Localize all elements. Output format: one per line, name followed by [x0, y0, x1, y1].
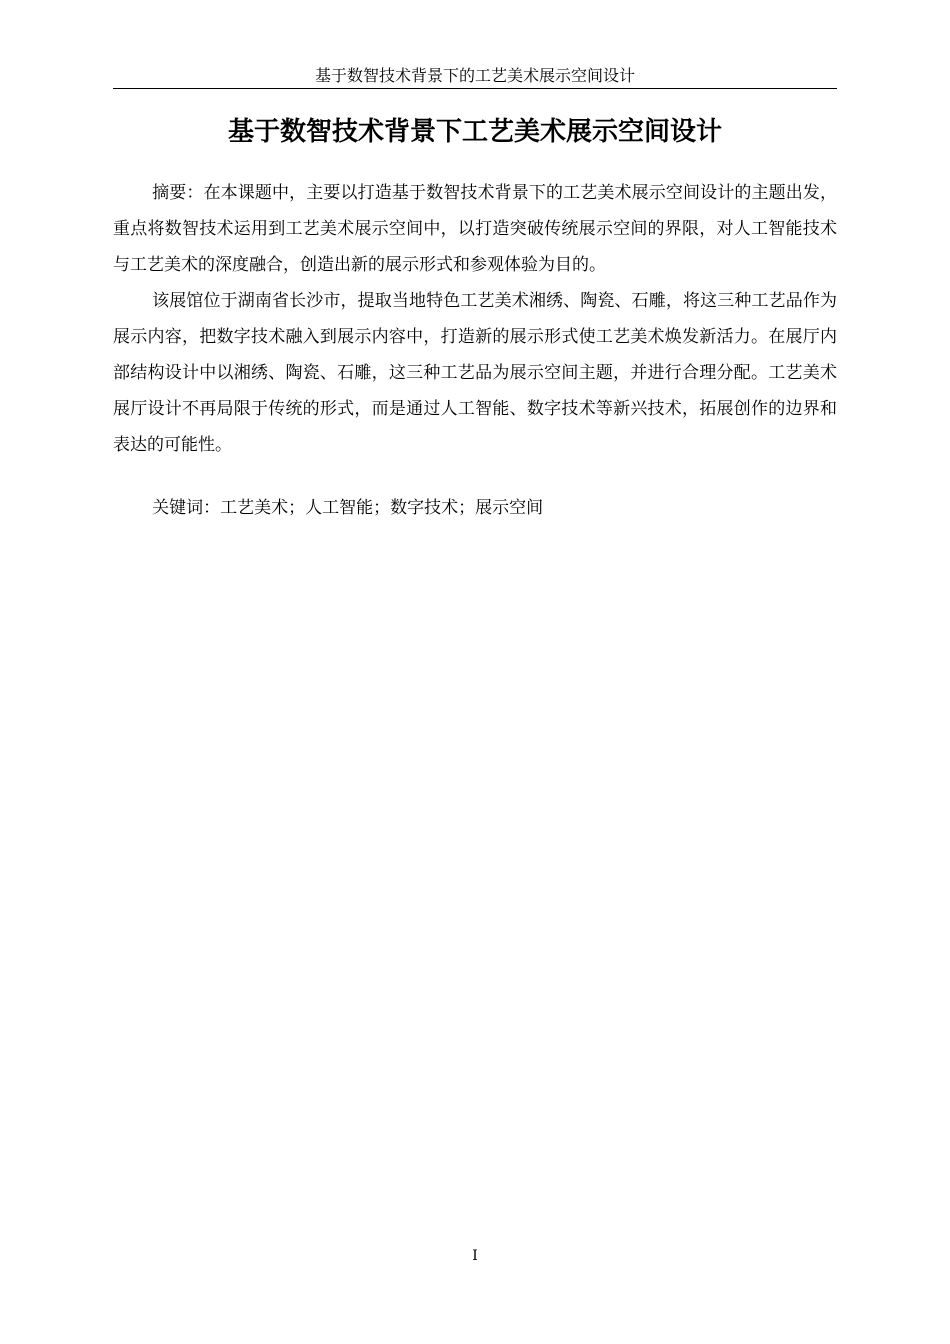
- abstract-paragraph-2: 该展馆位于湖南省长沙市，提取当地特色工艺美术湘绣、陶瓷、石雕，将这三种工艺品作为展示内容，把数字技术融入到展示内容中，打造新的展示形式使工艺美术焕发新活力。在展厅内部结构设计中以湘绣、陶瓷、石雕，这三种工艺品为展示空间主题，并进行合理分配。工艺美术展厅设计不再局限于传统的形式，而是通过人工智能、数字技术等新兴技术，拓展创作的边界和表达的可能性。: [113, 291, 837, 455]
- keywords-value: 工艺美术；人工智能；数字技术；展示空间: [220, 498, 544, 518]
- abstract-section: [113, 175, 837, 463]
- document-title: 基于数智技术背景下工艺美术展示空间设计: [227, 117, 722, 147]
- header-divider: [113, 88, 837, 89]
- keywords-line: [113, 490, 837, 526]
- abstract-text-1: 在本课题中，主要以打造基于数智技术背景下的工艺美术展示空间设计的主题出发，重点将数智技术运用到工艺美术展示空间中，以打造突破传统展示空间的界限，对人工智能技术与工艺美术的深度融合，创造出新的展示形式和参观体验为目的。: [113, 183, 838, 275]
- page-number: I: [472, 1248, 478, 1264]
- abstract-label: 摘要：: [152, 183, 204, 203]
- keywords-label: 关键词：: [152, 498, 221, 518]
- running-header: 基于数智技术背景下的工艺美术展示空间设计: [314, 66, 635, 85]
- abstract-paragraph-1: [113, 175, 837, 283]
